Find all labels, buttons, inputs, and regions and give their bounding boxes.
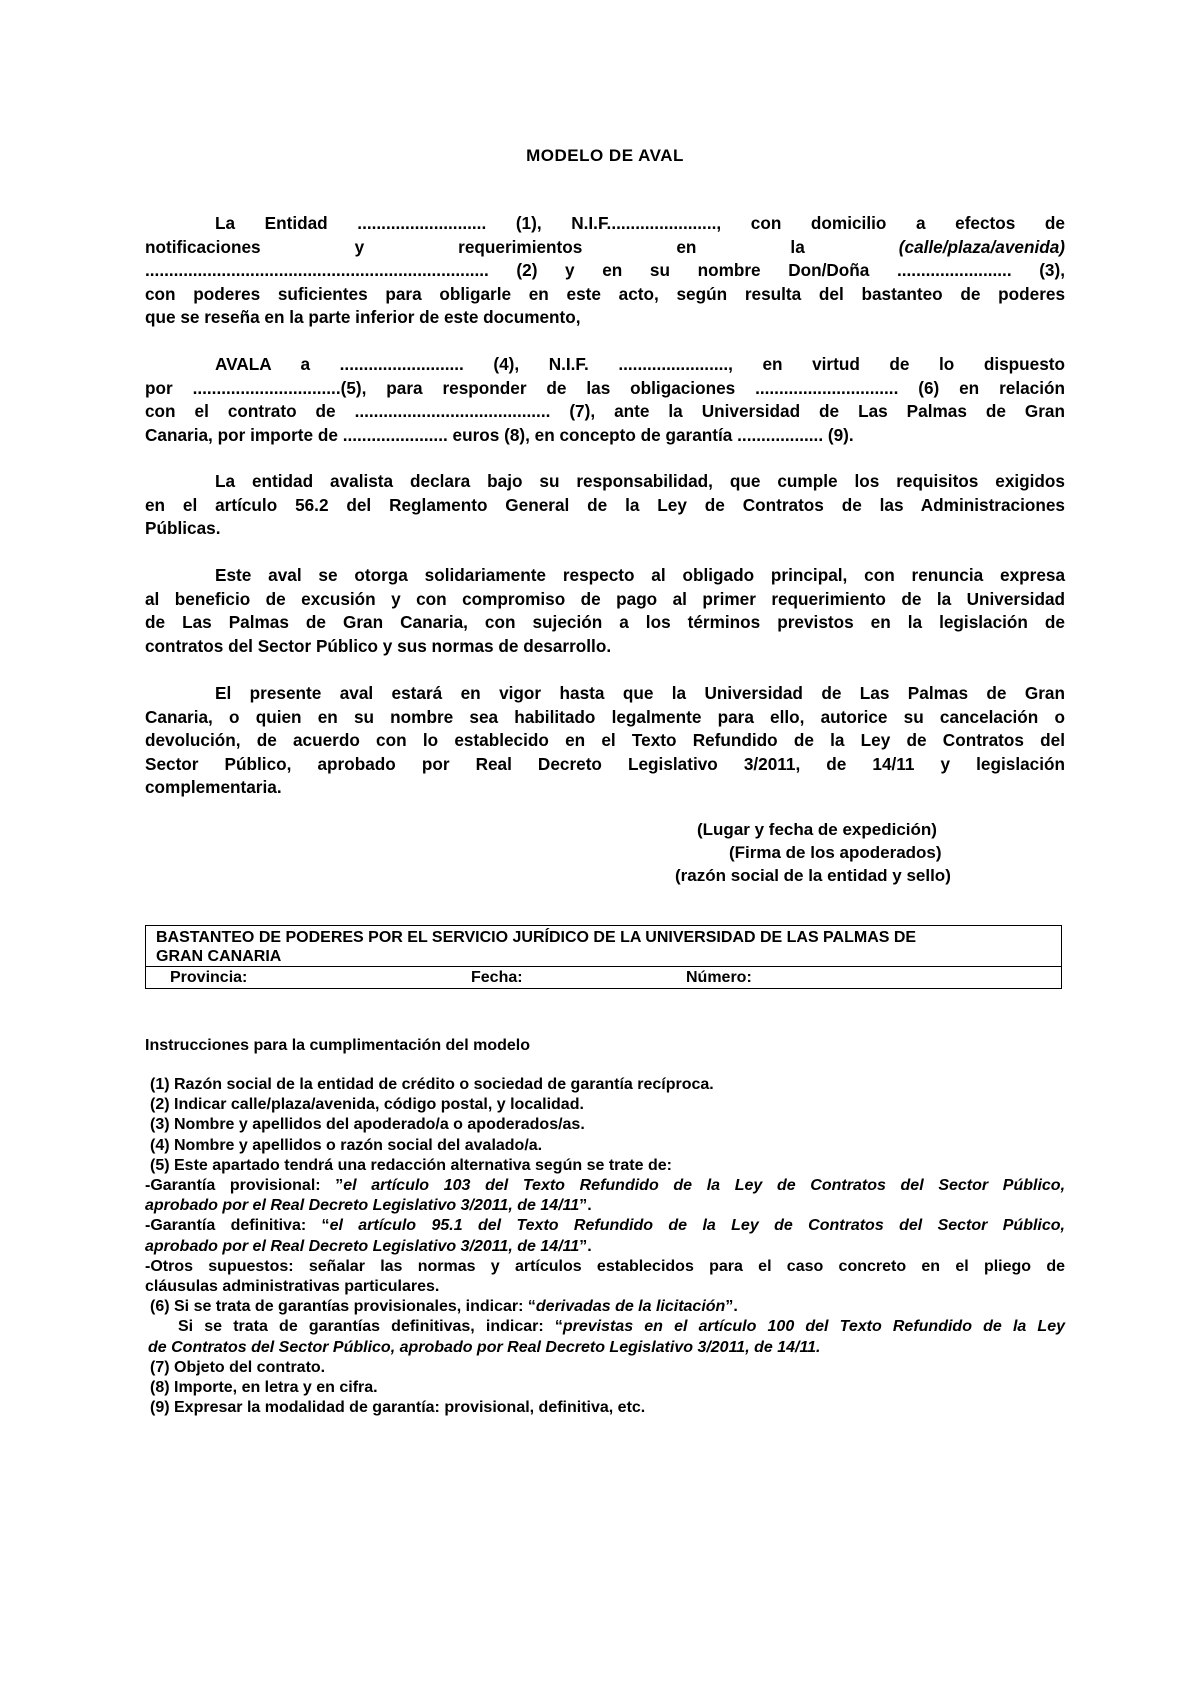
text-line: Canaria, o quien en su nombre sea habilitado legalmente para ello, autorice su cancelación o	[145, 706, 1065, 727]
text-line: con poderes suficientes para obligarle en este acto, según resulta del bastanteo de poderes	[145, 283, 1065, 304]
text-line: La entidad avalista declara bajo su responsabilidad, que cumple los requisitos exigidos	[215, 471, 1065, 491]
paragraph-solidarity	[145, 564, 1065, 658]
numero-label: Número:	[686, 969, 752, 986]
text-line: contratos del Sector Público y sus normas de desarrollo.	[145, 635, 612, 656]
document-title: MODELO DE AVAL	[526, 146, 684, 165]
text-line: La Entidad ........................... (1), N.I.F......................., con domicilio a efectos de	[215, 213, 1065, 233]
instruction-item: aprobado por el Real Decreto Legislativo 3/2011, de 14/11”.	[145, 1237, 592, 1255]
text-line: en el artículo 56.2 del Reglamento General de la Ley de Contratos de las Administraciones	[145, 494, 1065, 515]
fecha-label: Fecha:	[471, 969, 523, 986]
text-line: Públicas.	[145, 518, 221, 538]
text-line: notificaciones y requerimientos en la (calle/plaza/avenida)	[145, 236, 1065, 257]
text-line: ........................................................................ (2) y en su nombre Don/Doña ........................ (3),	[145, 260, 1065, 280]
instruction-item: (9) Expresar la modalidad de garantía: provisional, definitiva, etc.	[150, 1399, 646, 1417]
instruction-item: (6) Si se trata de garantías provisionales, indicar: “derivadas de la licitación”.	[150, 1298, 738, 1316]
text-line: al beneficio de excusión y con compromiso de pago al primer requerimiento de la Universidad	[145, 588, 1065, 609]
paragraph-declaration	[145, 470, 1065, 541]
instruction-item: (3) Nombre y apellidos del apoderado/a o apoderados/as.	[150, 1116, 585, 1134]
text-line: Canaria, por importe de ...................... euros (8), en concepto de garantía .................. (9).	[145, 424, 854, 445]
instruction-item: aprobado por el Real Decreto Legislativo 3/2011, de 14/11”.	[145, 1197, 592, 1215]
instruction-item: de Contratos del Sector Público, aprobado por Real Decreto Legislativo 3/2011, de 14/11.	[148, 1338, 821, 1356]
text-line: que se reseña en la parte inferior de este documento,	[145, 307, 581, 327]
paragraph-avala	[145, 353, 1065, 447]
instruction-item: -Otros supuestos: señalar las normas y artículos establecidos para el caso concreto en el pliego de	[145, 1257, 1065, 1275]
instruction-item: -Garantía provisional: ”el artículo 103 del Texto Refundido de la Ley de Contratos del Sector Público,	[145, 1177, 1066, 1195]
instructions-title: Instrucciones para la cumplimentación del modelo	[145, 1037, 530, 1054]
bastanteo-heading: BASTANTEO DE PODERES POR EL SERVICIO JURÍDICO DE LA UNIVERSIDAD DE LAS PALMAS DE GRAN CANARIA	[146, 926, 1061, 967]
text-line: devolución, de acuerdo con lo establecido en el Texto Refundido de la Ley de Contratos del	[145, 730, 1065, 750]
text-line: por ...............................(5), para responder de las obligaciones .............................. (6) en relación	[145, 377, 1065, 398]
text-line: con el contrato de ......................................... (7), ante la Universidad de Las Palmas de Gran	[145, 401, 1065, 421]
provincia-label: Provincia:	[170, 969, 248, 986]
instruction-item: (5) Este apartado tendrá una redacción alternativa según se trate de:	[150, 1156, 672, 1174]
instruction-item: (7) Objeto del contrato.	[150, 1358, 326, 1376]
paragraph-entity	[145, 212, 1065, 330]
signature-entity: (razón social de la entidad y sello)	[675, 866, 951, 885]
text-line: complementaria.	[145, 777, 282, 797]
instruction-item: (8) Importe, en letra y en cifra.	[150, 1379, 378, 1397]
instruction-item: (1) Razón social de la entidad de crédito o sociedad de garantía recíproca.	[150, 1076, 714, 1093]
text-line: AVALA a .......................... (4), N.I.F. ......................., en virtud de lo dispuesto	[215, 354, 1065, 374]
instruction-item: (2) Indicar calle/plaza/avenida, código postal, y localidad.	[150, 1096, 584, 1114]
instruction-item: (4) Nombre y apellidos o razón social del avalado/a.	[150, 1136, 543, 1154]
instruction-item: Si se trata de garantías definitivas, indicar: “previstas en el artículo 100 del Texto Refundido de la Ley	[178, 1318, 1066, 1336]
text-line: Sector Público, aprobado por Real Decreto Legislativo 3/2011, de 14/11 y legislación	[145, 753, 1065, 774]
signature-signers: (Firma de los apoderados)	[729, 843, 942, 862]
text-line: El presente aval estará en vigor hasta que la Universidad de Las Palmas de Gran	[215, 683, 1065, 703]
signature-place-date: (Lugar y fecha de expedición)	[697, 820, 937, 839]
bastanteo-box	[145, 925, 1062, 989]
text-line: Este aval se otorga solidariamente respecto al obligado principal, con renuncia expresa	[215, 565, 1065, 585]
instruction-item: -Garantía definitiva: “el artículo 95.1 del Texto Refundido de la Ley de Contratos del Sector Público,	[145, 1217, 1065, 1235]
paragraph-validity	[145, 682, 1065, 800]
instructions-list	[145, 1075, 1065, 1418]
bastanteo-fields	[146, 967, 1061, 988]
text-line: de Las Palmas de Gran Canaria, con sujeción a los términos previstos en la legislación de	[145, 612, 1065, 632]
instruction-item: cláusulas administrativas particulares.	[145, 1278, 440, 1296]
